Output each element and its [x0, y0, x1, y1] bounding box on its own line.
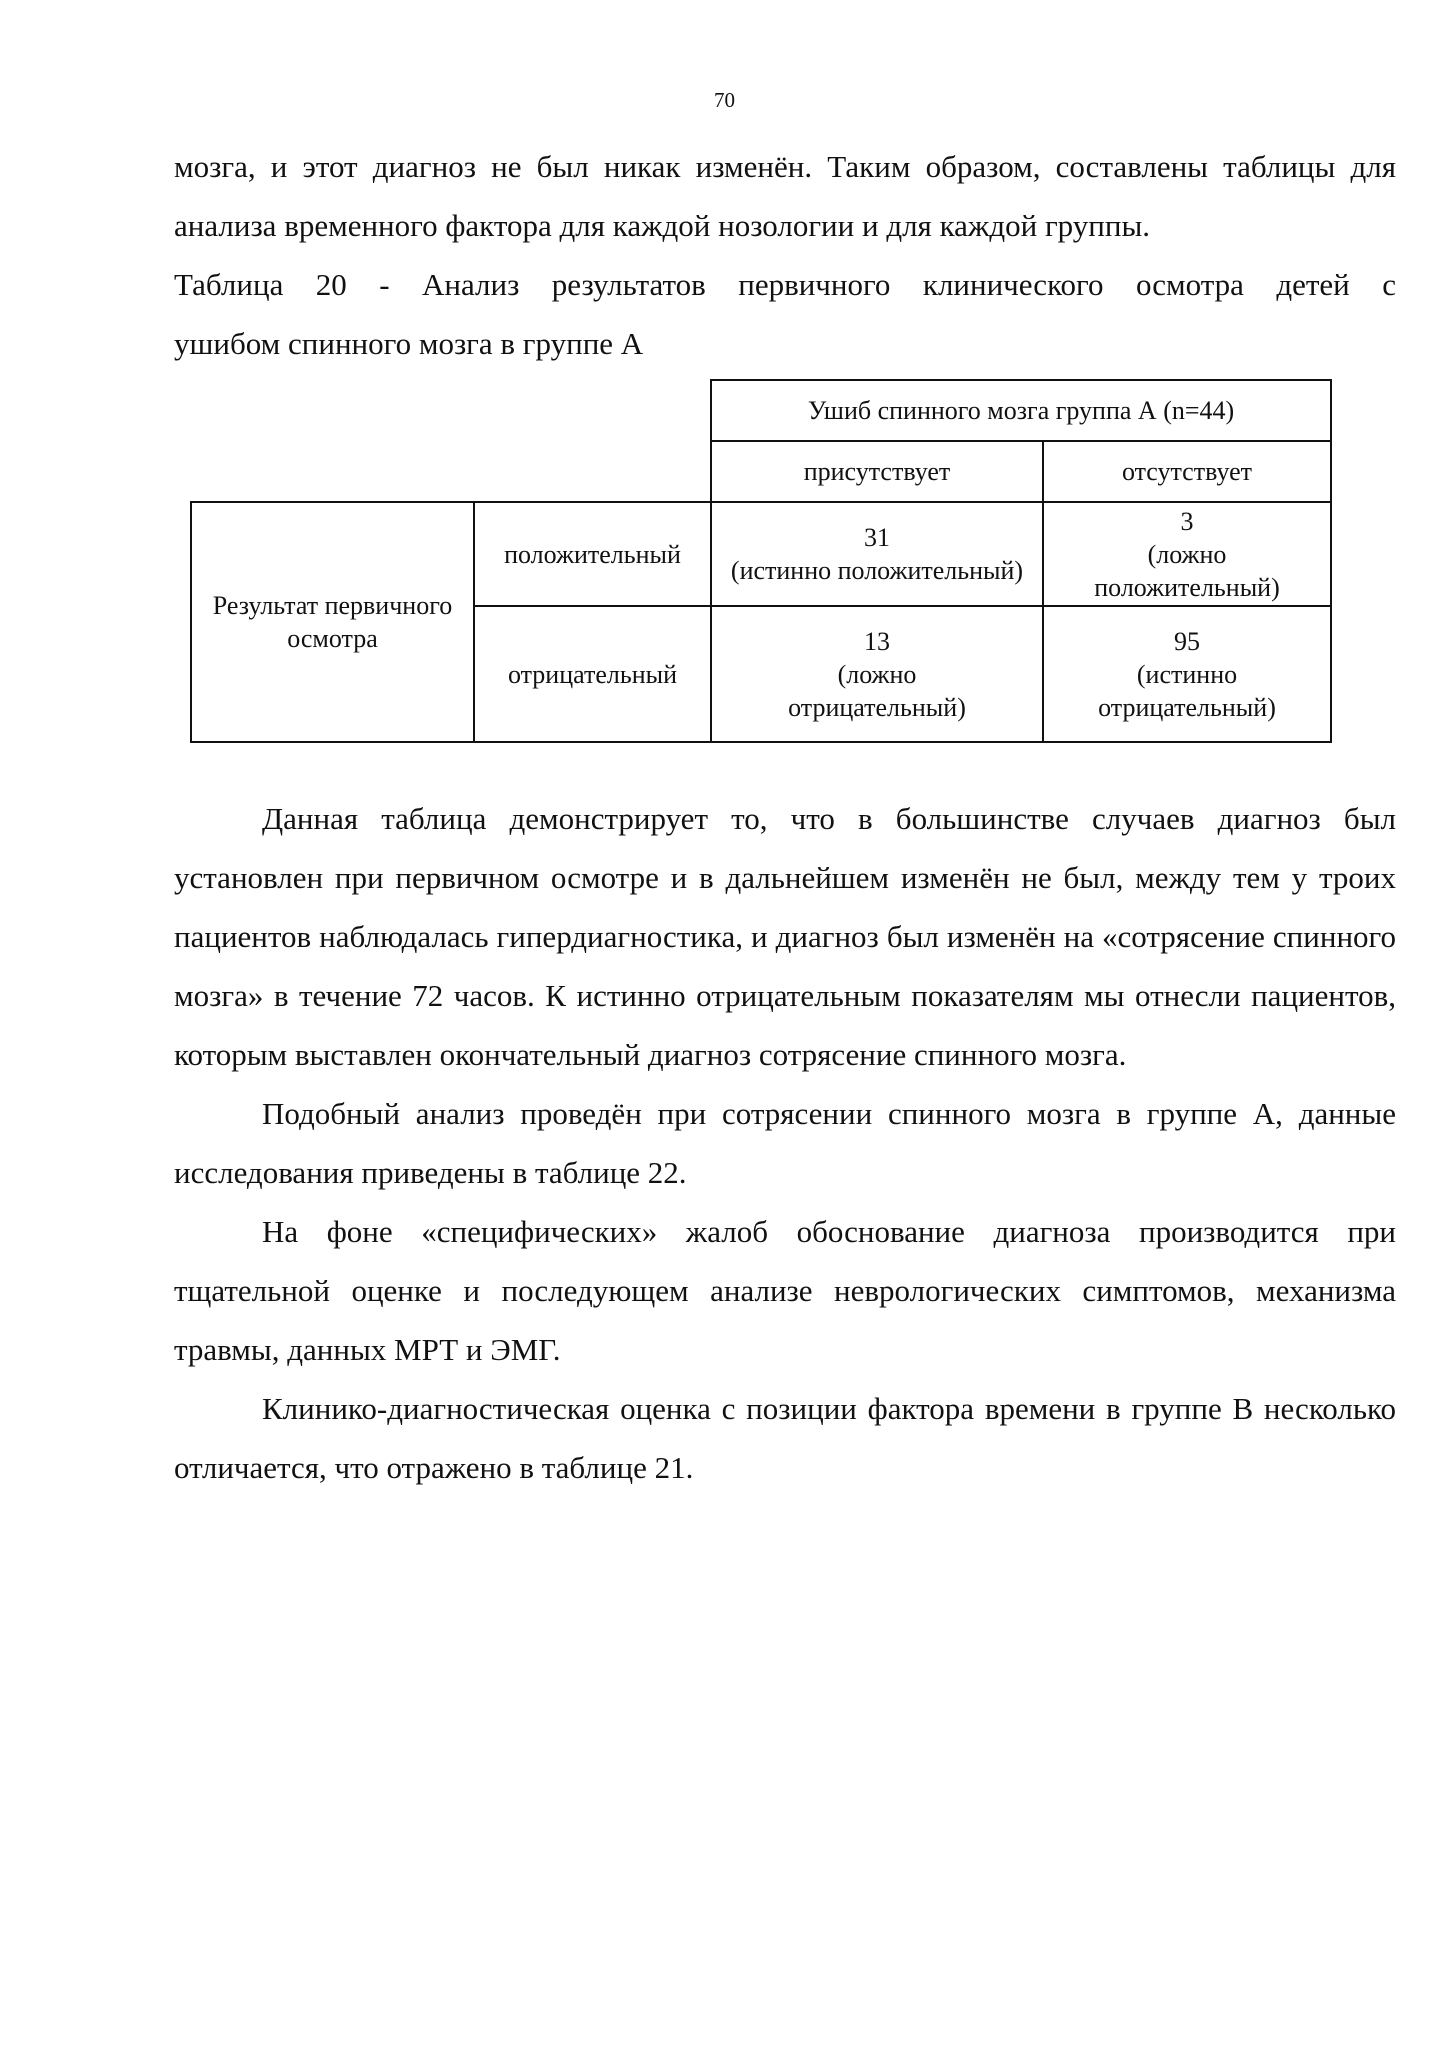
body-text-block	[174, 789, 1396, 1497]
body-paragraph: На фоне «специфических» жалоб обоснование диагноза производится при тщательной оценке и последующем анализе неврологических симптомов, механизма травмы, данных МРТ и ЭМГ.	[174, 1214, 1396, 1367]
table-group-header: Ушиб спинного мозга группа А (n=44)	[711, 380, 1331, 441]
cell-value: 95	[1174, 626, 1200, 656]
cell-label: отрицательный)	[1098, 692, 1276, 722]
table-caption-line-2: ушибом спинного мозга в группе А	[174, 326, 644, 361]
table-empty-corner	[474, 380, 711, 441]
cell-label: (истинно положительный)	[730, 556, 1024, 585]
intro-block	[174, 137, 1396, 373]
table-empty-corner	[191, 380, 474, 441]
intro-paragraph: мозга, и этот диагноз не был никак изменён. Таким образом, составлены таблицы для анализа временного фактора для каждой нозологии и для каждой группы.	[174, 149, 1396, 243]
cell-label: (ложно	[837, 659, 917, 689]
cell-true-negative	[1043, 606, 1331, 742]
row-header-positive: положительный	[474, 502, 711, 606]
table-empty-corner	[474, 441, 711, 502]
page-number: 70	[714, 88, 735, 112]
table-empty-corner	[191, 441, 474, 502]
row-header-negative: отрицательный	[474, 606, 711, 742]
cell-label: положительный)	[1094, 572, 1280, 602]
cell-true-positive	[711, 502, 1043, 606]
body-paragraph: Данная таблица демонстрирует то, что в большинстве случаев диагноз был установлен при первичном осмотре и в дальнейшем изменён не был, между тем у троих пациентов наблюдалась гипердиагностика, и диагноз был изменён на «сотрясение спинного мозга» в течение 72 часов. К истинно отрицательным показателям мы отнесли пациентов, которым выставлен окончательный диагноз сотрясение спинного мозга.	[174, 801, 1396, 1072]
table-caption-line-1: Таблица 20 - Анализ результатов первичного клинического осмотра детей с	[174, 267, 1396, 302]
cell-value: 3	[1180, 506, 1194, 536]
cell-false-positive	[1043, 502, 1331, 606]
contingency-table	[190, 379, 1332, 743]
row-header-exam-result: Результат первичного осмотра	[191, 502, 474, 742]
column-header-present: присутствует	[711, 441, 1043, 502]
cell-label: (ложно	[1147, 539, 1227, 569]
cell-value: 13	[864, 626, 890, 656]
cell-label: отрицательный)	[788, 692, 966, 722]
body-paragraph: Подобный анализ проведён при сотрясении спинного мозга в группе А, данные исследования приведены в таблице 22.	[174, 1096, 1396, 1190]
column-header-absent: отсутствует	[1043, 441, 1331, 502]
cell-false-negative	[711, 606, 1043, 742]
cell-value: 31	[864, 523, 890, 552]
cell-label: (истинно	[1136, 659, 1238, 689]
body-paragraph: Клинико-диагностическая оценка с позиции фактора времени в группе В несколько отличается, что отражено в таблице 21.	[174, 1391, 1396, 1485]
